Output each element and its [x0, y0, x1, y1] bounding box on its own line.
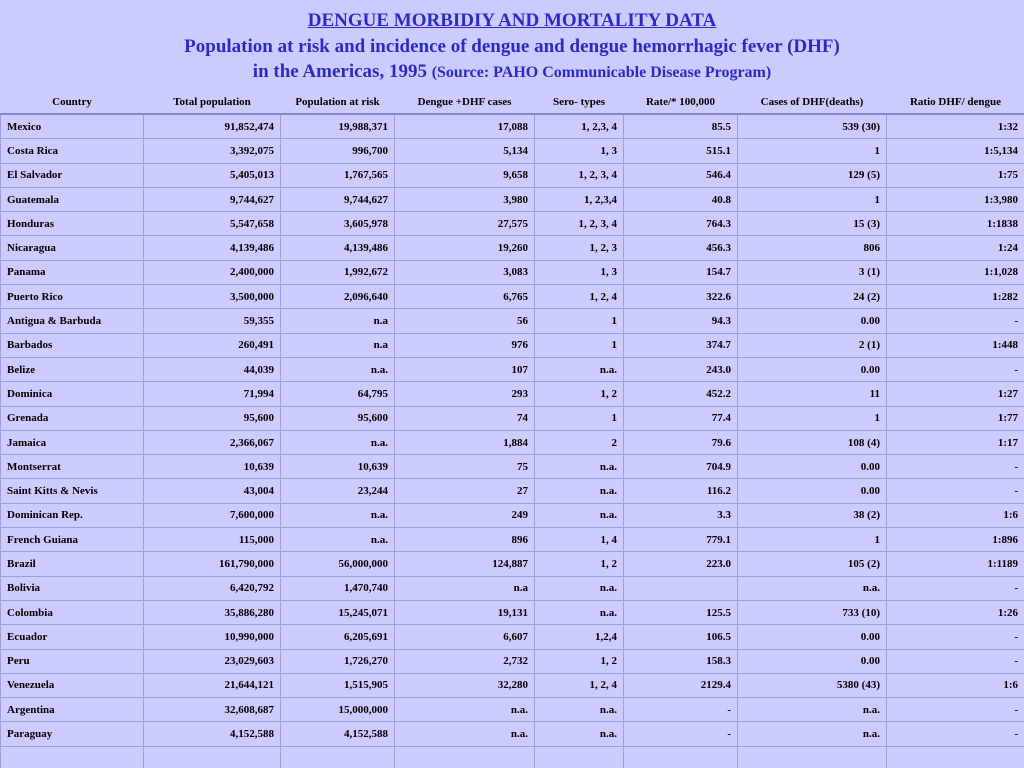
table-cell: 19,260 — [395, 236, 535, 260]
table-row — [1, 309, 1024, 333]
table-cell: 1:6 — [887, 673, 1024, 697]
table-cell: n.a. — [535, 576, 624, 600]
table-cell: n.a. — [738, 698, 887, 722]
table-row — [1, 698, 1024, 722]
table-cell: 1,515,905 — [281, 673, 395, 697]
country-cell: Dominican Rep. — [1, 503, 144, 527]
table-cell — [887, 746, 1024, 768]
table-cell: 1:3,980 — [887, 187, 1024, 211]
table-cell: 15 (3) — [738, 212, 887, 236]
table-cell: 1,767,565 — [281, 163, 395, 187]
table-cell: 6,420,792 — [144, 576, 281, 600]
table-cell: 9,744,627 — [281, 187, 395, 211]
table-cell: 1, 2, 3 — [535, 236, 624, 260]
table-cell: 17,088 — [395, 114, 535, 139]
table-cell: - — [624, 722, 738, 746]
table-cell: 704.9 — [624, 455, 738, 479]
table-cell: 108 (4) — [738, 430, 887, 454]
country-cell: Puerto Rico — [1, 285, 144, 309]
table-cell: 0.00 — [738, 649, 887, 673]
country-cell: Brazil — [1, 552, 144, 576]
table-cell: 5,134 — [395, 139, 535, 163]
table-cell — [281, 746, 395, 768]
table-cell: 1:282 — [887, 285, 1024, 309]
table-cell: 293 — [395, 382, 535, 406]
table-cell: 56 — [395, 309, 535, 333]
table-cell: 764.3 — [624, 212, 738, 236]
table-cell: n.a. — [535, 479, 624, 503]
table-cell: n.a — [281, 333, 395, 357]
table-cell: 77.4 — [624, 406, 738, 430]
table-cell: 2,366,067 — [144, 430, 281, 454]
table-cell: n.a. — [281, 357, 395, 381]
table-row — [1, 187, 1024, 211]
table-cell: n.a. — [281, 430, 395, 454]
table-cell: - — [887, 698, 1024, 722]
table-cell: 129 (5) — [738, 163, 887, 187]
table-cell: - — [887, 455, 1024, 479]
country-cell: Paraguay — [1, 722, 144, 746]
table-cell: 1:26 — [887, 600, 1024, 624]
table-cell: 35,886,280 — [144, 600, 281, 624]
table-cell: 79.6 — [624, 430, 738, 454]
table-cell: 154.7 — [624, 260, 738, 284]
table-row — [1, 285, 1024, 309]
country-cell: Montserrat — [1, 455, 144, 479]
table-cell: 1, 2, 4 — [535, 673, 624, 697]
table-cell: 23,029,603 — [144, 649, 281, 673]
table-cell: 1:896 — [887, 528, 1024, 552]
table-header-row — [1, 91, 1024, 114]
table-cell: 1,992,672 — [281, 260, 395, 284]
table-cell: 27 — [395, 479, 535, 503]
table-cell: 19,988,371 — [281, 114, 395, 139]
subtitle-source: (Source: PAHO Communicable Disease Program) — [431, 64, 772, 81]
table-cell: 6,205,691 — [281, 625, 395, 649]
page-subtitle-line-3 — [0, 59, 1024, 85]
table-cell: 9,744,627 — [144, 187, 281, 211]
table-cell: n.a. — [535, 503, 624, 527]
country-cell: Belize — [1, 357, 144, 381]
table-cell: 2 — [535, 430, 624, 454]
country-cell: Panama — [1, 260, 144, 284]
table-cell: 5,405,013 — [144, 163, 281, 187]
table-cell: 10,990,000 — [144, 625, 281, 649]
table-cell: 21,644,121 — [144, 673, 281, 697]
table-cell: 374.7 — [624, 333, 738, 357]
table-cell: 2,400,000 — [144, 260, 281, 284]
table-cell: 1 — [535, 309, 624, 333]
country-cell: Peru — [1, 649, 144, 673]
table-cell — [624, 746, 738, 768]
country-cell: Honduras — [1, 212, 144, 236]
table-cell: n.a. — [535, 722, 624, 746]
table-cell: 59,355 — [144, 309, 281, 333]
table-cell: - — [887, 625, 1024, 649]
table-cell: - — [887, 649, 1024, 673]
country-cell: Antigua & Barbuda — [1, 309, 144, 333]
table-cell: 1, 3 — [535, 260, 624, 284]
table-cell: 1:32 — [887, 114, 1024, 139]
table-cell: 996,700 — [281, 139, 395, 163]
table-cell: 779.1 — [624, 528, 738, 552]
table-cell: 1:17 — [887, 430, 1024, 454]
subtitle-year: in the Americas, 1995 — [252, 61, 427, 82]
table-cell: 733 (10) — [738, 600, 887, 624]
country-cell: Venezuela — [1, 673, 144, 697]
table-cell: n.a — [395, 576, 535, 600]
table-cell: 1, 2, 4 — [535, 285, 624, 309]
table-cell: 19,131 — [395, 600, 535, 624]
country-cell: Grenada — [1, 406, 144, 430]
table-cell: 9,658 — [395, 163, 535, 187]
table-cell: - — [887, 479, 1024, 503]
country-cell: Mexico — [1, 114, 144, 139]
table-cell: 1, 4 — [535, 528, 624, 552]
table-cell: 1, 2, 3, 4 — [535, 212, 624, 236]
table-cell: 24 (2) — [738, 285, 887, 309]
country-cell: Dominica — [1, 382, 144, 406]
table-row — [1, 260, 1024, 284]
table-cell: 4,139,486 — [281, 236, 395, 260]
table-cell: 4,152,588 — [281, 722, 395, 746]
table-cell: 3,392,075 — [144, 139, 281, 163]
table-cell: 75 — [395, 455, 535, 479]
table-cell: 0.00 — [738, 455, 887, 479]
table-cell: 1:1,028 — [887, 260, 1024, 284]
country-cell: Saint Kitts & Nevis — [1, 479, 144, 503]
table-cell: 107 — [395, 357, 535, 381]
column-header: Country — [52, 96, 92, 108]
table-row — [1, 625, 1024, 649]
country-cell: El Salvador — [1, 163, 144, 187]
table-row — [1, 528, 1024, 552]
table-cell: n.a. — [535, 698, 624, 722]
table-cell: 1, 2 — [535, 552, 624, 576]
table-row — [1, 673, 1024, 697]
table-row — [1, 503, 1024, 527]
country-cell: Guatemala — [1, 187, 144, 211]
country-cell: French Guiana — [1, 528, 144, 552]
table-cell: 1,884 — [395, 430, 535, 454]
table-cell: 223.0 — [624, 552, 738, 576]
table-cell: 6,765 — [395, 285, 535, 309]
table-cell: 10,639 — [144, 455, 281, 479]
table-cell: 0.00 — [738, 625, 887, 649]
table-cell: - — [887, 576, 1024, 600]
column-header: Ratio DHF/ dengue — [909, 96, 1002, 108]
table-cell: 2 (1) — [738, 333, 887, 357]
column-header: Population at risk — [295, 96, 380, 108]
table-cell: n.a. — [281, 528, 395, 552]
table-row — [1, 455, 1024, 479]
table-cell: 1:1838 — [887, 212, 1024, 236]
table-cell: n.a. — [281, 503, 395, 527]
table-cell: 1,470,740 — [281, 576, 395, 600]
table-cell: - — [624, 698, 738, 722]
table-cell: 1:448 — [887, 333, 1024, 357]
country-cell: Nicaragua — [1, 236, 144, 260]
table-cell: 94.3 — [624, 309, 738, 333]
table-cell: 1, 2,3, 4 — [535, 114, 624, 139]
table-cell: 7,600,000 — [144, 503, 281, 527]
table-cell: 3,605,978 — [281, 212, 395, 236]
table-cell: 456.3 — [624, 236, 738, 260]
table-cell: 71,994 — [144, 382, 281, 406]
table-cell: 158.3 — [624, 649, 738, 673]
table-cell: 0.00 — [738, 357, 887, 381]
table-cell: 6,607 — [395, 625, 535, 649]
table-cell: 32,608,687 — [144, 698, 281, 722]
table-cell: n.a. — [535, 600, 624, 624]
table-cell: 3,500,000 — [144, 285, 281, 309]
table-row — [1, 479, 1024, 503]
table-cell: 1 — [535, 406, 624, 430]
table-cell: 105 (2) — [738, 552, 887, 576]
country-cell — [1, 746, 144, 768]
table-cell: 3 (1) — [738, 260, 887, 284]
table-cell: n.a. — [535, 455, 624, 479]
table-cell: 2,096,640 — [281, 285, 395, 309]
table-cell: 1:77 — [887, 406, 1024, 430]
column-header: Total population — [173, 96, 251, 108]
country-cell: Ecuador — [1, 625, 144, 649]
table-cell: 1, 2, 3, 4 — [535, 163, 624, 187]
table-cell: 452.2 — [624, 382, 738, 406]
table-cell: 1:27 — [887, 382, 1024, 406]
country-cell: Barbados — [1, 333, 144, 357]
table-row — [1, 139, 1024, 163]
table-cell: 546.4 — [624, 163, 738, 187]
table-cell: n.a. — [738, 576, 887, 600]
table-cell: 95,600 — [281, 406, 395, 430]
table-cell: 806 — [738, 236, 887, 260]
table-cell: n.a. — [535, 357, 624, 381]
table-cell: 43,004 — [144, 479, 281, 503]
table-cell: - — [887, 309, 1024, 333]
table-cell: 1 — [738, 139, 887, 163]
table-cell: 2,732 — [395, 649, 535, 673]
table-cell: n.a. — [738, 722, 887, 746]
table-cell: 95,600 — [144, 406, 281, 430]
table-row — [1, 333, 1024, 357]
table-row — [1, 600, 1024, 624]
table-cell: 1:75 — [887, 163, 1024, 187]
table-cell: 115,000 — [144, 528, 281, 552]
table-cell: 1, 2 — [535, 382, 624, 406]
table-cell: 243.0 — [624, 357, 738, 381]
column-header: Sero- types — [552, 96, 606, 108]
table-row — [1, 746, 1024, 768]
table-cell: 15,245,071 — [281, 600, 395, 624]
table-row — [1, 722, 1024, 746]
table-row — [1, 357, 1024, 381]
table-cell: 1 — [738, 528, 887, 552]
column-header: Rate/* 100,000 — [645, 96, 716, 108]
table-cell: 85.5 — [624, 114, 738, 139]
table-cell: 1 — [738, 187, 887, 211]
table-cell: n.a. — [395, 722, 535, 746]
table-cell: n.a. — [395, 698, 535, 722]
table-cell: 3,980 — [395, 187, 535, 211]
table-cell: 1:24 — [887, 236, 1024, 260]
country-cell: Costa Rica — [1, 139, 144, 163]
table-cell: 4,139,486 — [144, 236, 281, 260]
table-cell: 74 — [395, 406, 535, 430]
table-cell — [624, 576, 738, 600]
table-cell: 27,575 — [395, 212, 535, 236]
table-row — [1, 649, 1024, 673]
table-row — [1, 236, 1024, 260]
table-cell: 1, 2,3,4 — [535, 187, 624, 211]
country-cell: Bolivia — [1, 576, 144, 600]
table-cell: 0.00 — [738, 479, 887, 503]
table-cell: - — [887, 722, 1024, 746]
table-cell: 322.6 — [624, 285, 738, 309]
table-row — [1, 163, 1024, 187]
table-cell: 1:1189 — [887, 552, 1024, 576]
table-cell: 38 (2) — [738, 503, 887, 527]
dengue-data-table — [0, 91, 1024, 768]
table-row — [1, 430, 1024, 454]
table-cell: 539 (30) — [738, 114, 887, 139]
table-cell: 15,000,000 — [281, 698, 395, 722]
table-cell: 2129.4 — [624, 673, 738, 697]
title-block — [0, 8, 1024, 85]
table-cell: 106.5 — [624, 625, 738, 649]
table-cell: 1, 3 — [535, 139, 624, 163]
table-row — [1, 552, 1024, 576]
table-cell: 44,039 — [144, 357, 281, 381]
table-cell: 10,639 — [281, 455, 395, 479]
table-cell: 32,280 — [395, 673, 535, 697]
table-row — [1, 212, 1024, 236]
table-cell: 1:6 — [887, 503, 1024, 527]
table-cell: 91,852,474 — [144, 114, 281, 139]
table-row — [1, 406, 1024, 430]
table-cell: 64,795 — [281, 382, 395, 406]
table-cell: 260,491 — [144, 333, 281, 357]
table-cell: 5380 (43) — [738, 673, 887, 697]
table-row — [1, 382, 1024, 406]
table-cell — [144, 746, 281, 768]
table-cell: 40.8 — [624, 187, 738, 211]
table-cell: 4,152,588 — [144, 722, 281, 746]
table-cell: 1:5,134 — [887, 139, 1024, 163]
table-cell: 0.00 — [738, 309, 887, 333]
table-cell: 5,547,658 — [144, 212, 281, 236]
table-cell: 124,887 — [395, 552, 535, 576]
table-cell: - — [887, 357, 1024, 381]
table-cell — [738, 746, 887, 768]
column-header: Cases of DHF(deaths) — [760, 96, 864, 108]
table-cell: 161,790,000 — [144, 552, 281, 576]
table-row — [1, 576, 1024, 600]
table-cell: 515.1 — [624, 139, 738, 163]
table-cell: n.a — [281, 309, 395, 333]
table-cell: 11 — [738, 382, 887, 406]
table-cell: 3.3 — [624, 503, 738, 527]
table-cell: 3,083 — [395, 260, 535, 284]
table-cell: 249 — [395, 503, 535, 527]
country-cell: Jamaica — [1, 430, 144, 454]
table-cell: 23,244 — [281, 479, 395, 503]
table-cell: 116.2 — [624, 479, 738, 503]
page-subtitle: Population at risk and incidence of dengue and dengue hemorrhagic fever (DHF) — [184, 36, 840, 57]
table-body — [1, 114, 1024, 768]
page-title: DENGUE MORBIDIY AND MORTALITY DATA — [307, 10, 717, 31]
table-cell: 1,726,270 — [281, 649, 395, 673]
table-cell: 896 — [395, 528, 535, 552]
table-cell — [395, 746, 535, 768]
table-cell: 976 — [395, 333, 535, 357]
table-cell — [535, 746, 624, 768]
table-row — [1, 114, 1024, 139]
table-cell: 1 — [738, 406, 887, 430]
table-cell: 56,000,000 — [281, 552, 395, 576]
table-cell: 1 — [535, 333, 624, 357]
table-cell: 1,2,4 — [535, 625, 624, 649]
table-cell: 125.5 — [624, 600, 738, 624]
country-cell: Colombia — [1, 600, 144, 624]
table-cell: 1, 2 — [535, 649, 624, 673]
column-header: Dengue +DHF cases — [417, 96, 512, 108]
country-cell: Argentina — [1, 698, 144, 722]
